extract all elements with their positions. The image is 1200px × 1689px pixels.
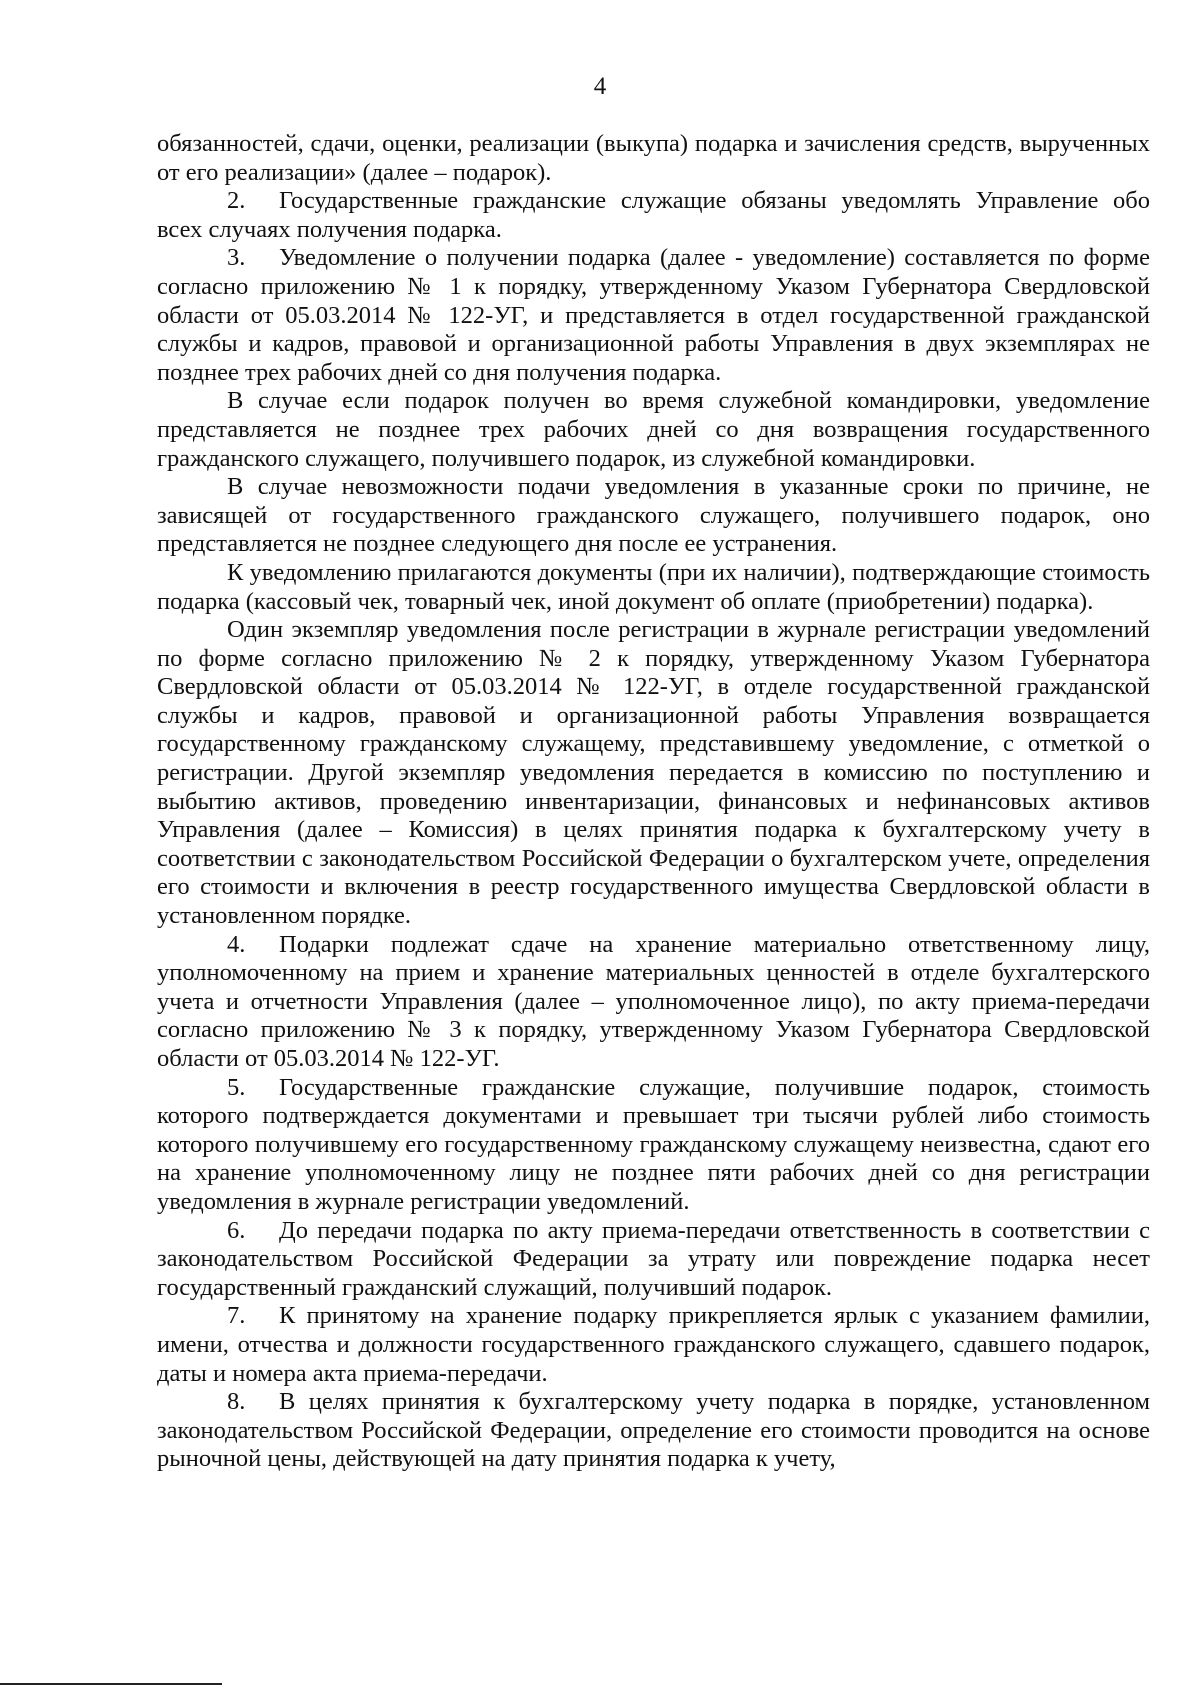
- paragraph-text: Подарки подлежат сдаче на хранение материально ответственному лицу, уполномоченному на прием и хранение материальных ценностей в отделе бухгалтерского учета и отчетности Управления (далее – уполномоченное лицо), по акту приема-передачи согласно приложению № 3 к порядку, утвержденному Указом Губернатора Свердловской области от 05.03.2014 № 122-УГ.: [157, 930, 1150, 1072]
- paragraph-item-5: [157, 1074, 1150, 1217]
- paragraph-number: 7.: [227, 1302, 246, 1330]
- paragraph-number: 6.: [227, 1216, 246, 1244]
- paragraph-item-6: [157, 1217, 1150, 1303]
- paragraph-attached-documents: [157, 559, 1150, 616]
- paragraph-text: Государственные гражданские служащие, получившие подарок, стоимость которого подтверждается документами и превышает три тысячи рублей либо стоимость которого получившему его государственному гражданскому служащему неизвестна, сдают его на хранение уполномоченному лицу не позднее пяти рабочих дней со дня регистрации уведомления в журнале регистрации уведомлений.: [157, 1073, 1150, 1215]
- paragraph-registration: [157, 616, 1150, 931]
- paragraph-item-2: [157, 187, 1150, 244]
- paragraph-text: К принятому на хранение подарку прикрепляется ярлык с указанием фамилии, имени, отчества и должности государственного гражданского служащего, сдавшего подарок, даты и номера акта приема-передачи.: [157, 1302, 1150, 1387]
- paragraph-item-4: [157, 931, 1150, 1074]
- paragraph-text: обязанностей, сдачи, оценки, реализации (выкупа) подарка и зачисления средств, вырученных от его реализации» (далее – подарок).: [157, 130, 1150, 186]
- paragraph-impossibility: [157, 473, 1150, 559]
- paragraph-business-trip: [157, 387, 1150, 473]
- paragraph-text: До передачи подарка по акту приема-передачи ответственность в соответствии с законодательством Российской Федерации за утрату или повреждение подарка несет государственный гражданский служащий, получивший подарок.: [157, 1216, 1150, 1301]
- paragraph-continuation: [157, 130, 1150, 187]
- paragraph-text: Уведомление о получении подарка (далее - уведомление) составляется по форме согласно приложению № 1 к порядку, утвержденному Указом Губернатора Свердловской области от 05.03.2014 № 122-УГ, и представляется в отдел государственной гражданской службы и кадров, правовой и организационной работы Управления в двух экземплярах не позднее трех рабочих дней со дня получения подарка.: [157, 244, 1150, 386]
- paragraph-number: 3.: [227, 244, 246, 272]
- paragraph-number: 5.: [227, 1073, 246, 1101]
- footnote-separator-line: [0, 1683, 222, 1685]
- paragraph-text: В случае невозможности подачи уведомления в указанные сроки по причине, не зависящей от государственного гражданского служащего, получившего подарок, оно представляется не позднее следующего дня после ее устранения.: [157, 473, 1150, 558]
- page-number: 4: [593, 73, 607, 100]
- paragraph-item-7: [157, 1302, 1150, 1388]
- paragraph-number: 2.: [227, 187, 246, 215]
- paragraph-number: 8.: [227, 1388, 246, 1416]
- paragraph-text: Один экземпляр уведомления после регистрации в журнале регистрации уведомлений по форме согласно приложению № 2 к порядку, утвержденному Указом Губернатора Свердловской области от 05.03.2014 № 122-УГ, в отделе государственной гражданской службы и кадров, правовой и организационной работы Управления возвращается государственному гражданскому служащему, представившему уведомление, с отметкой о регистрации. Другой экземпляр уведомления передается в комиссию по поступлению и выбытию активов, проведению инвентаризации, финансовых и нефинансовых активов Управления (далее – Комиссия) в целях принятия подарка к бухгалтерскому учету в соответствии с законодательством Российской Федерации о бухгалтерском учете, определения его стоимости и включения в реестр государственного имущества Свердловской области в установленном порядке.: [157, 616, 1150, 930]
- paragraph-item-3: [157, 244, 1150, 387]
- paragraph-text: В случае если подарок получен во время служебной командировки, уведомление представляется не позднее трех рабочих дней со дня возвращения государственного гражданского служащего, получившего подарок, из служебной командировки.: [157, 387, 1150, 472]
- paragraph-text: Государственные гражданские служащие обязаны уведомлять Управление обо всех случаях получения подарка.: [157, 187, 1150, 243]
- paragraph-item-8: [157, 1388, 1150, 1474]
- paragraph-number: 4.: [227, 930, 246, 958]
- document-body: [157, 130, 1150, 1474]
- paragraph-text: В целях принятия к бухгалтерскому учету подарка в порядке, установленном законодательством Российской Федерации, определение его стоимости проводится на основе рыночной цены, действующей на дату принятия подарка к учету,: [157, 1388, 1150, 1473]
- paragraph-text: К уведомлению прилагаются документы (при их наличии), подтверждающие стоимость подарка (кассовый чек, товарный чек, иной документ об оплате (приобретении) подарка).: [157, 558, 1150, 615]
